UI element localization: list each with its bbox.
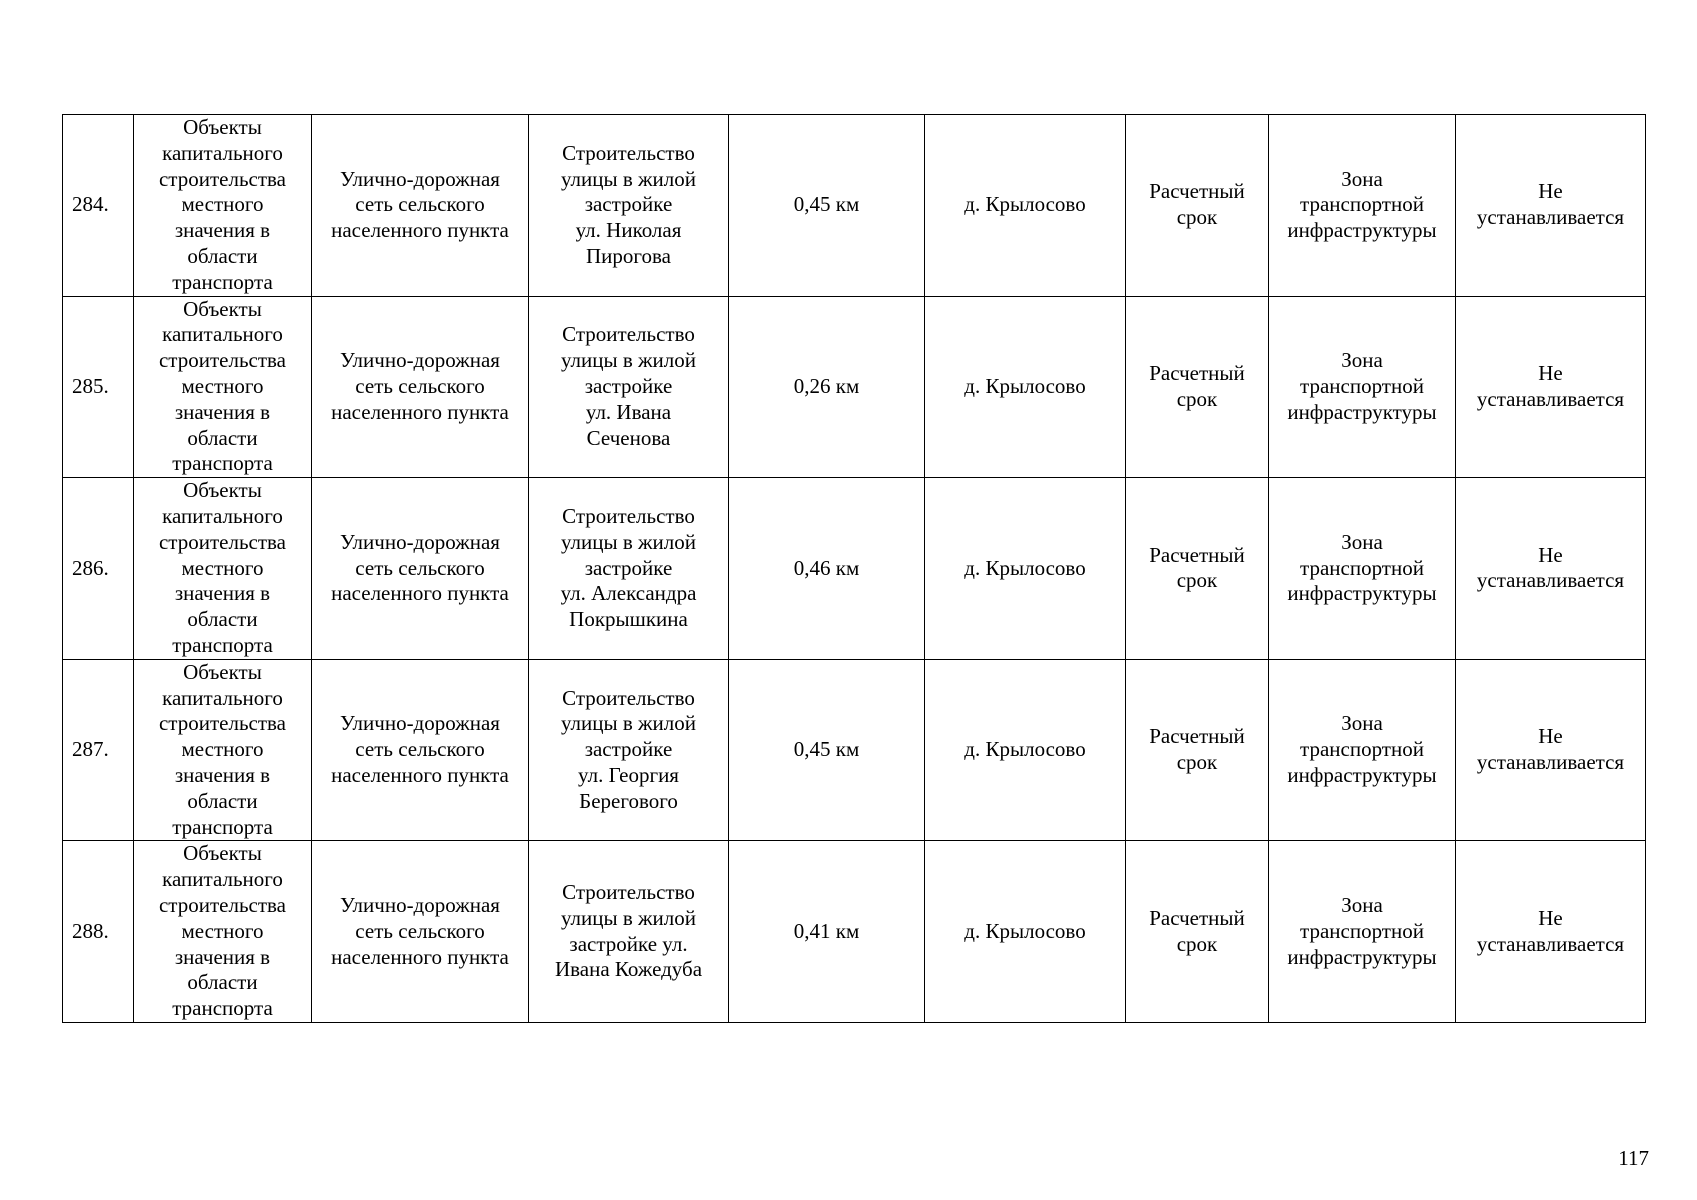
table-row bbox=[63, 478, 1646, 660]
zone-cell: Зона транспортной инфраструктуры bbox=[1269, 115, 1456, 297]
object-type-cell: Улично-дорожная сеть сельского населенного пункта bbox=[312, 296, 529, 478]
location-cell: д. Крылосово bbox=[925, 478, 1126, 660]
zone-cell: Зона транспортной инфраструктуры bbox=[1269, 659, 1456, 841]
length-cell: 0,26 км bbox=[729, 296, 925, 478]
length-cell: 0,46 км bbox=[729, 478, 925, 660]
protection-zone-cell: Не устанавливается bbox=[1456, 478, 1646, 660]
term-cell: Расчетный срок bbox=[1126, 115, 1269, 297]
protection-zone-cell: Не устанавливается bbox=[1456, 296, 1646, 478]
term-cell: Расчетный срок bbox=[1126, 841, 1269, 1023]
object-category-cell: Объекты капитального строительства местного значения в области транспорта bbox=[134, 478, 312, 660]
object-type-cell: Улично-дорожная сеть сельского населенного пункта bbox=[312, 115, 529, 297]
object-category-cell: Объекты капитального строительства местного значения в области транспорта bbox=[134, 115, 312, 297]
length-cell: 0,45 км bbox=[729, 115, 925, 297]
term-cell: Расчетный срок bbox=[1126, 659, 1269, 841]
protection-zone-cell: Не устанавливается bbox=[1456, 115, 1646, 297]
term-cell: Расчетный срок bbox=[1126, 478, 1269, 660]
protection-zone-cell: Не устанавливается bbox=[1456, 841, 1646, 1023]
table-row bbox=[63, 115, 1646, 297]
zone-cell: Зона транспортной инфраструктуры bbox=[1269, 841, 1456, 1023]
zone-cell: Зона транспортной инфраструктуры bbox=[1269, 296, 1456, 478]
object-type-cell: Улично-дорожная сеть сельского населенного пункта bbox=[312, 841, 529, 1023]
page-number: 117 bbox=[1618, 1146, 1649, 1170]
object-name-cell: Строительство улицы в жилой застройке ул. Георгия Берегового bbox=[529, 659, 729, 841]
row-number-cell: 286. bbox=[63, 478, 134, 660]
row-number-cell: 285. bbox=[63, 296, 134, 478]
zone-cell: Зона транспортной инфраструктуры bbox=[1269, 478, 1456, 660]
object-type-cell: Улично-дорожная сеть сельского населенного пункта bbox=[312, 478, 529, 660]
objects-table bbox=[62, 114, 1646, 1023]
term-cell: Расчетный срок bbox=[1126, 296, 1269, 478]
object-category-cell: Объекты капитального строительства местного значения в области транспорта bbox=[134, 296, 312, 478]
row-number-cell: 288. bbox=[63, 841, 134, 1023]
row-number-cell: 284. bbox=[63, 115, 134, 297]
location-cell: д. Крылосово bbox=[925, 296, 1126, 478]
object-name-cell: Строительство улицы в жилой застройке ул. Ивана Кожедуба bbox=[529, 841, 729, 1023]
length-cell: 0,41 км bbox=[729, 841, 925, 1023]
table-row bbox=[63, 659, 1646, 841]
length-cell: 0,45 км bbox=[729, 659, 925, 841]
table-row bbox=[63, 296, 1646, 478]
protection-zone-cell: Не устанавливается bbox=[1456, 659, 1646, 841]
object-type-cell: Улично-дорожная сеть сельского населенного пункта bbox=[312, 659, 529, 841]
object-name-cell: Строительство улицы в жилой застройке ул. Ивана Сеченова bbox=[529, 296, 729, 478]
location-cell: д. Крылосово bbox=[925, 115, 1126, 297]
location-cell: д. Крылосово bbox=[925, 841, 1126, 1023]
location-cell: д. Крылосово bbox=[925, 659, 1126, 841]
object-category-cell: Объекты капитального строительства местного значения в области транспорта bbox=[134, 659, 312, 841]
object-name-cell: Строительство улицы в жилой застройке ул. Николая Пирогова bbox=[529, 115, 729, 297]
table-row bbox=[63, 841, 1646, 1023]
object-name-cell: Строительство улицы в жилой застройке ул. Александра Покрышкина bbox=[529, 478, 729, 660]
object-category-cell: Объекты капитального строительства местного значения в области транспорта bbox=[134, 841, 312, 1023]
row-number-cell: 287. bbox=[63, 659, 134, 841]
